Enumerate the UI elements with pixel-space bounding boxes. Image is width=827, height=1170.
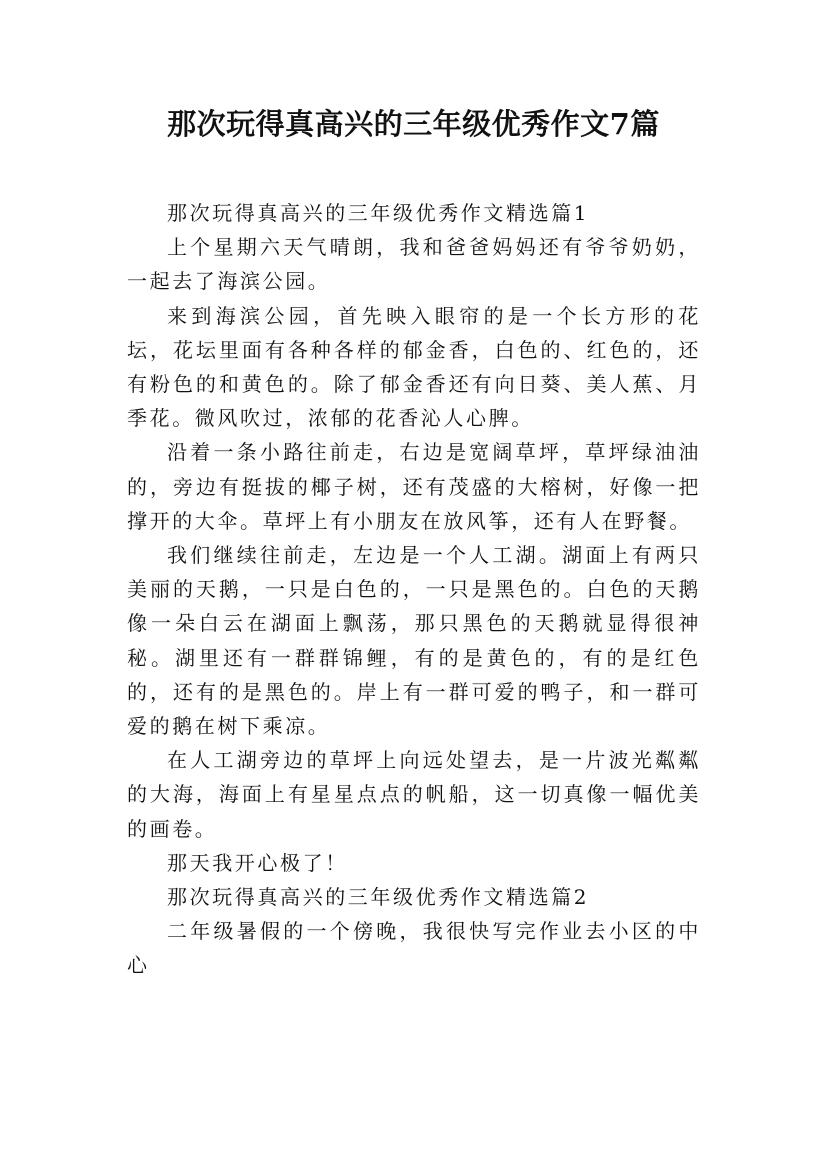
section-heading-1: 那次玩得真高兴的三年级优秀作文精选篇1 — [167, 201, 590, 225]
paragraph: 那天我开心极了！ — [167, 850, 348, 875]
section-heading-2: 那次玩得真高兴的三年级优秀作文精选篇2 — [167, 885, 590, 910]
paragraph: 我们继续往前走，左边是一个人工湖。湖面上有两只美丽的天鹅，一只是白色的，一只是黑色的。白色的天鹅像一朵白云在湖面上飘荡，那只黑色的天鹅就显得很神秘。湖里还有一群群锦鲤，有的是黄色的，有的是红色的，还有的是黑色的。岸上有一群可爱的鸭子，和一群可爱的鹅在树下乘凉。 — [127, 543, 701, 739]
paragraph: 上个星期六天气晴朗，我和爸爸妈妈还有爷爷奶奶，一起去了海滨公园。 — [127, 235, 701, 294]
paragraph: 来到海滨公园，首先映入眼帘的是一个长方形的花坛，花坛里面有各种各样的郁金香，白色的、红色的，还有粉色的和黄色的。除了郁金香还有向日葵、美人蕉、月季花。微风吹过，浓郁的花香沁人心脾。 — [127, 303, 701, 431]
paragraph: 二年级暑假的一个傍晚，我很快写完作业去小区的中心 — [127, 919, 701, 978]
paragraph: 在人工湖旁边的草坪上向远处望去，是一片波光粼粼的大海，海面上有星星点点的帆船，这一切真像一幅优美的画卷。 — [127, 748, 701, 841]
document-title: 那次玩得真高兴的三年级优秀作文7篇 — [167, 107, 660, 141]
paragraph: 沿着一条小路往前走，右边是宽阔草坪，草坪绿油油的，旁边有挺拔的椰子树，还有茂盛的大榕树，好像一把撑开的大伞。草坪上有小朋友在放风筝，还有人在野餐。 — [127, 440, 701, 533]
document-body — [127, 196, 701, 983]
